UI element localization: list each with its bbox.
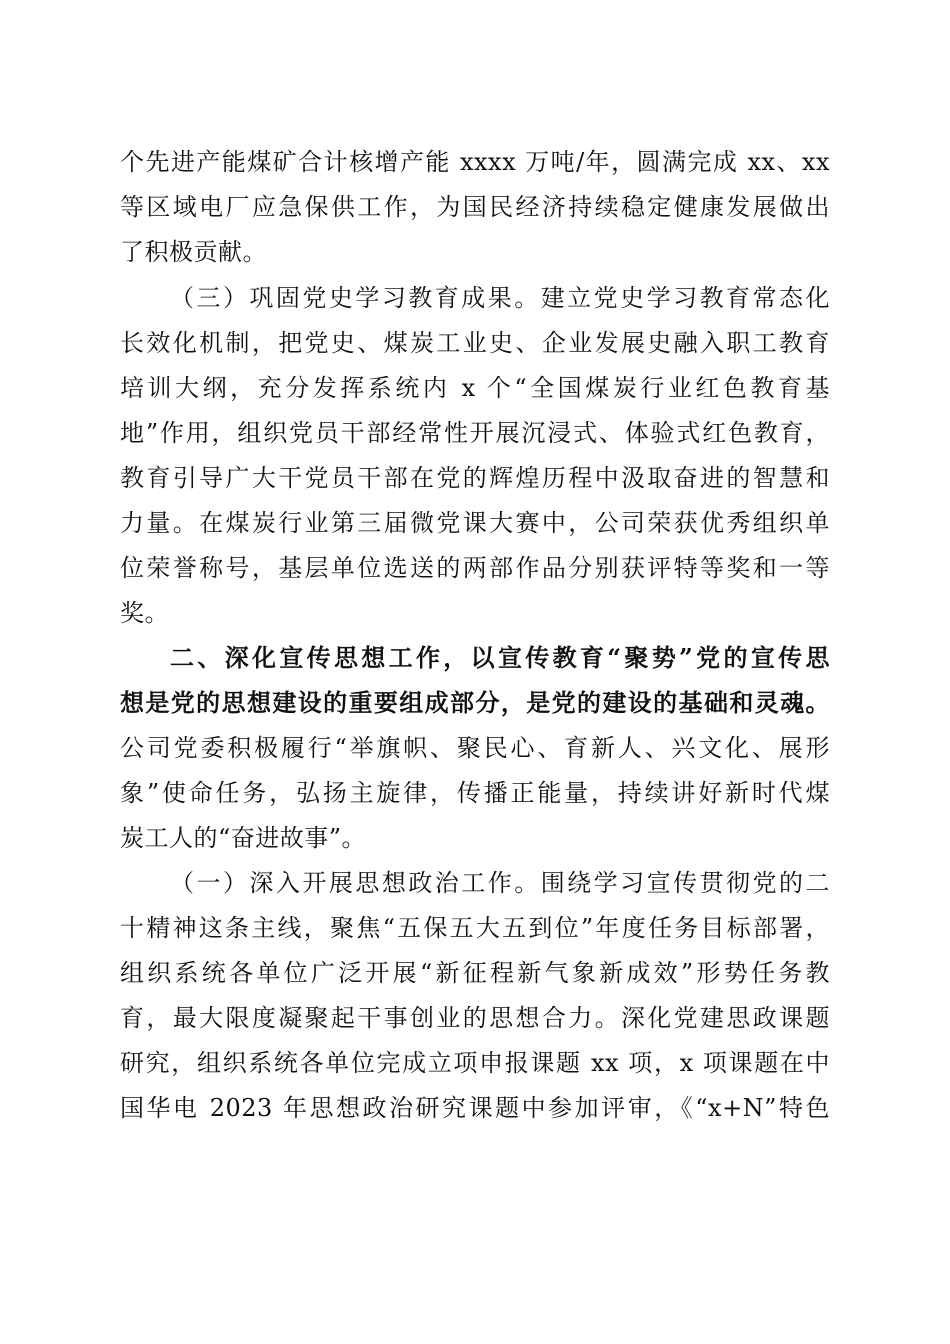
section-title-line: 二、深化宣传思想工作，以宣传教育“聚势”党的宣传思: [170, 643, 830, 672]
paragraph-line: 等区域电厂应急保供工作，为国民经济持续稳定健康发展做出: [120, 193, 830, 221]
paragraph-line: 位荣誉称号，基层单位选送的两部作品分别获评特等奖和一等: [120, 554, 830, 582]
paragraph-line: 研究，组织系统各单位完成立项申报课题 xx 项，x 项课题在中: [120, 1049, 830, 1077]
paragraph-line: 奖。: [120, 599, 169, 627]
paragraph-line: 培训大纲，充分发挥系统内 x 个“全国煤炭行业红色教育基: [120, 374, 830, 402]
paragraph-line: 炭工人的“奋进故事”。: [120, 824, 367, 852]
paragraph-line: 十精神这条主线，聚焦“五保五大五到位”年度任务目标部署，: [120, 914, 830, 942]
paragraph-line: 公司党委积极履行“举旗帜、聚民心、育新人、兴文化、展形: [120, 734, 830, 762]
section-title-line: 想是党的思想建设的重要组成部分，是党的建设的基础和灵魂。: [120, 688, 830, 717]
paragraph-line: 教育引导广大干党员干部在党的辉煌历程中汲取奋进的智慧和: [120, 464, 830, 492]
paragraph-line: 地”作用，组织党员干部经常性开展沉浸式、体验式红色教育，: [120, 419, 830, 447]
paragraph-line: 了积极贡献。: [120, 238, 267, 266]
paragraph-line: 象”使命任务，弘扬主旋律，传播正能量，持续讲好新时代煤: [120, 779, 830, 807]
paragraph-line: 力量。在煤炭行业第三届微党课大赛中，公司荣获优秀组织单: [120, 509, 830, 537]
paragraph-line: 育，最大限度凝聚起干事创业的思想合力。深化党建思政课题: [120, 1004, 830, 1032]
paragraph-line: 国华电 2023 年思想政治研究课题中参加评审，《“x+N”特色: [120, 1094, 830, 1122]
paragraph-line: 个先进产能煤矿合计核增产能 xxxx 万吨/年，圆满完成 xx、xx: [120, 148, 830, 176]
paragraph-line: 组织系统各单位广泛开展“新征程新气象新成效”形势任务教: [120, 959, 830, 987]
section-heading-line: （一）深入开展思想政治工作。围绕学习宣传贯彻党的二: [170, 869, 830, 897]
paragraph-line: 长效化机制，把党史、煤炭工业史、企业发展史融入职工教育: [120, 329, 830, 357]
section-heading-line: （三）巩固党史学习教育成果。建立党史学习教育常态化: [170, 284, 830, 312]
